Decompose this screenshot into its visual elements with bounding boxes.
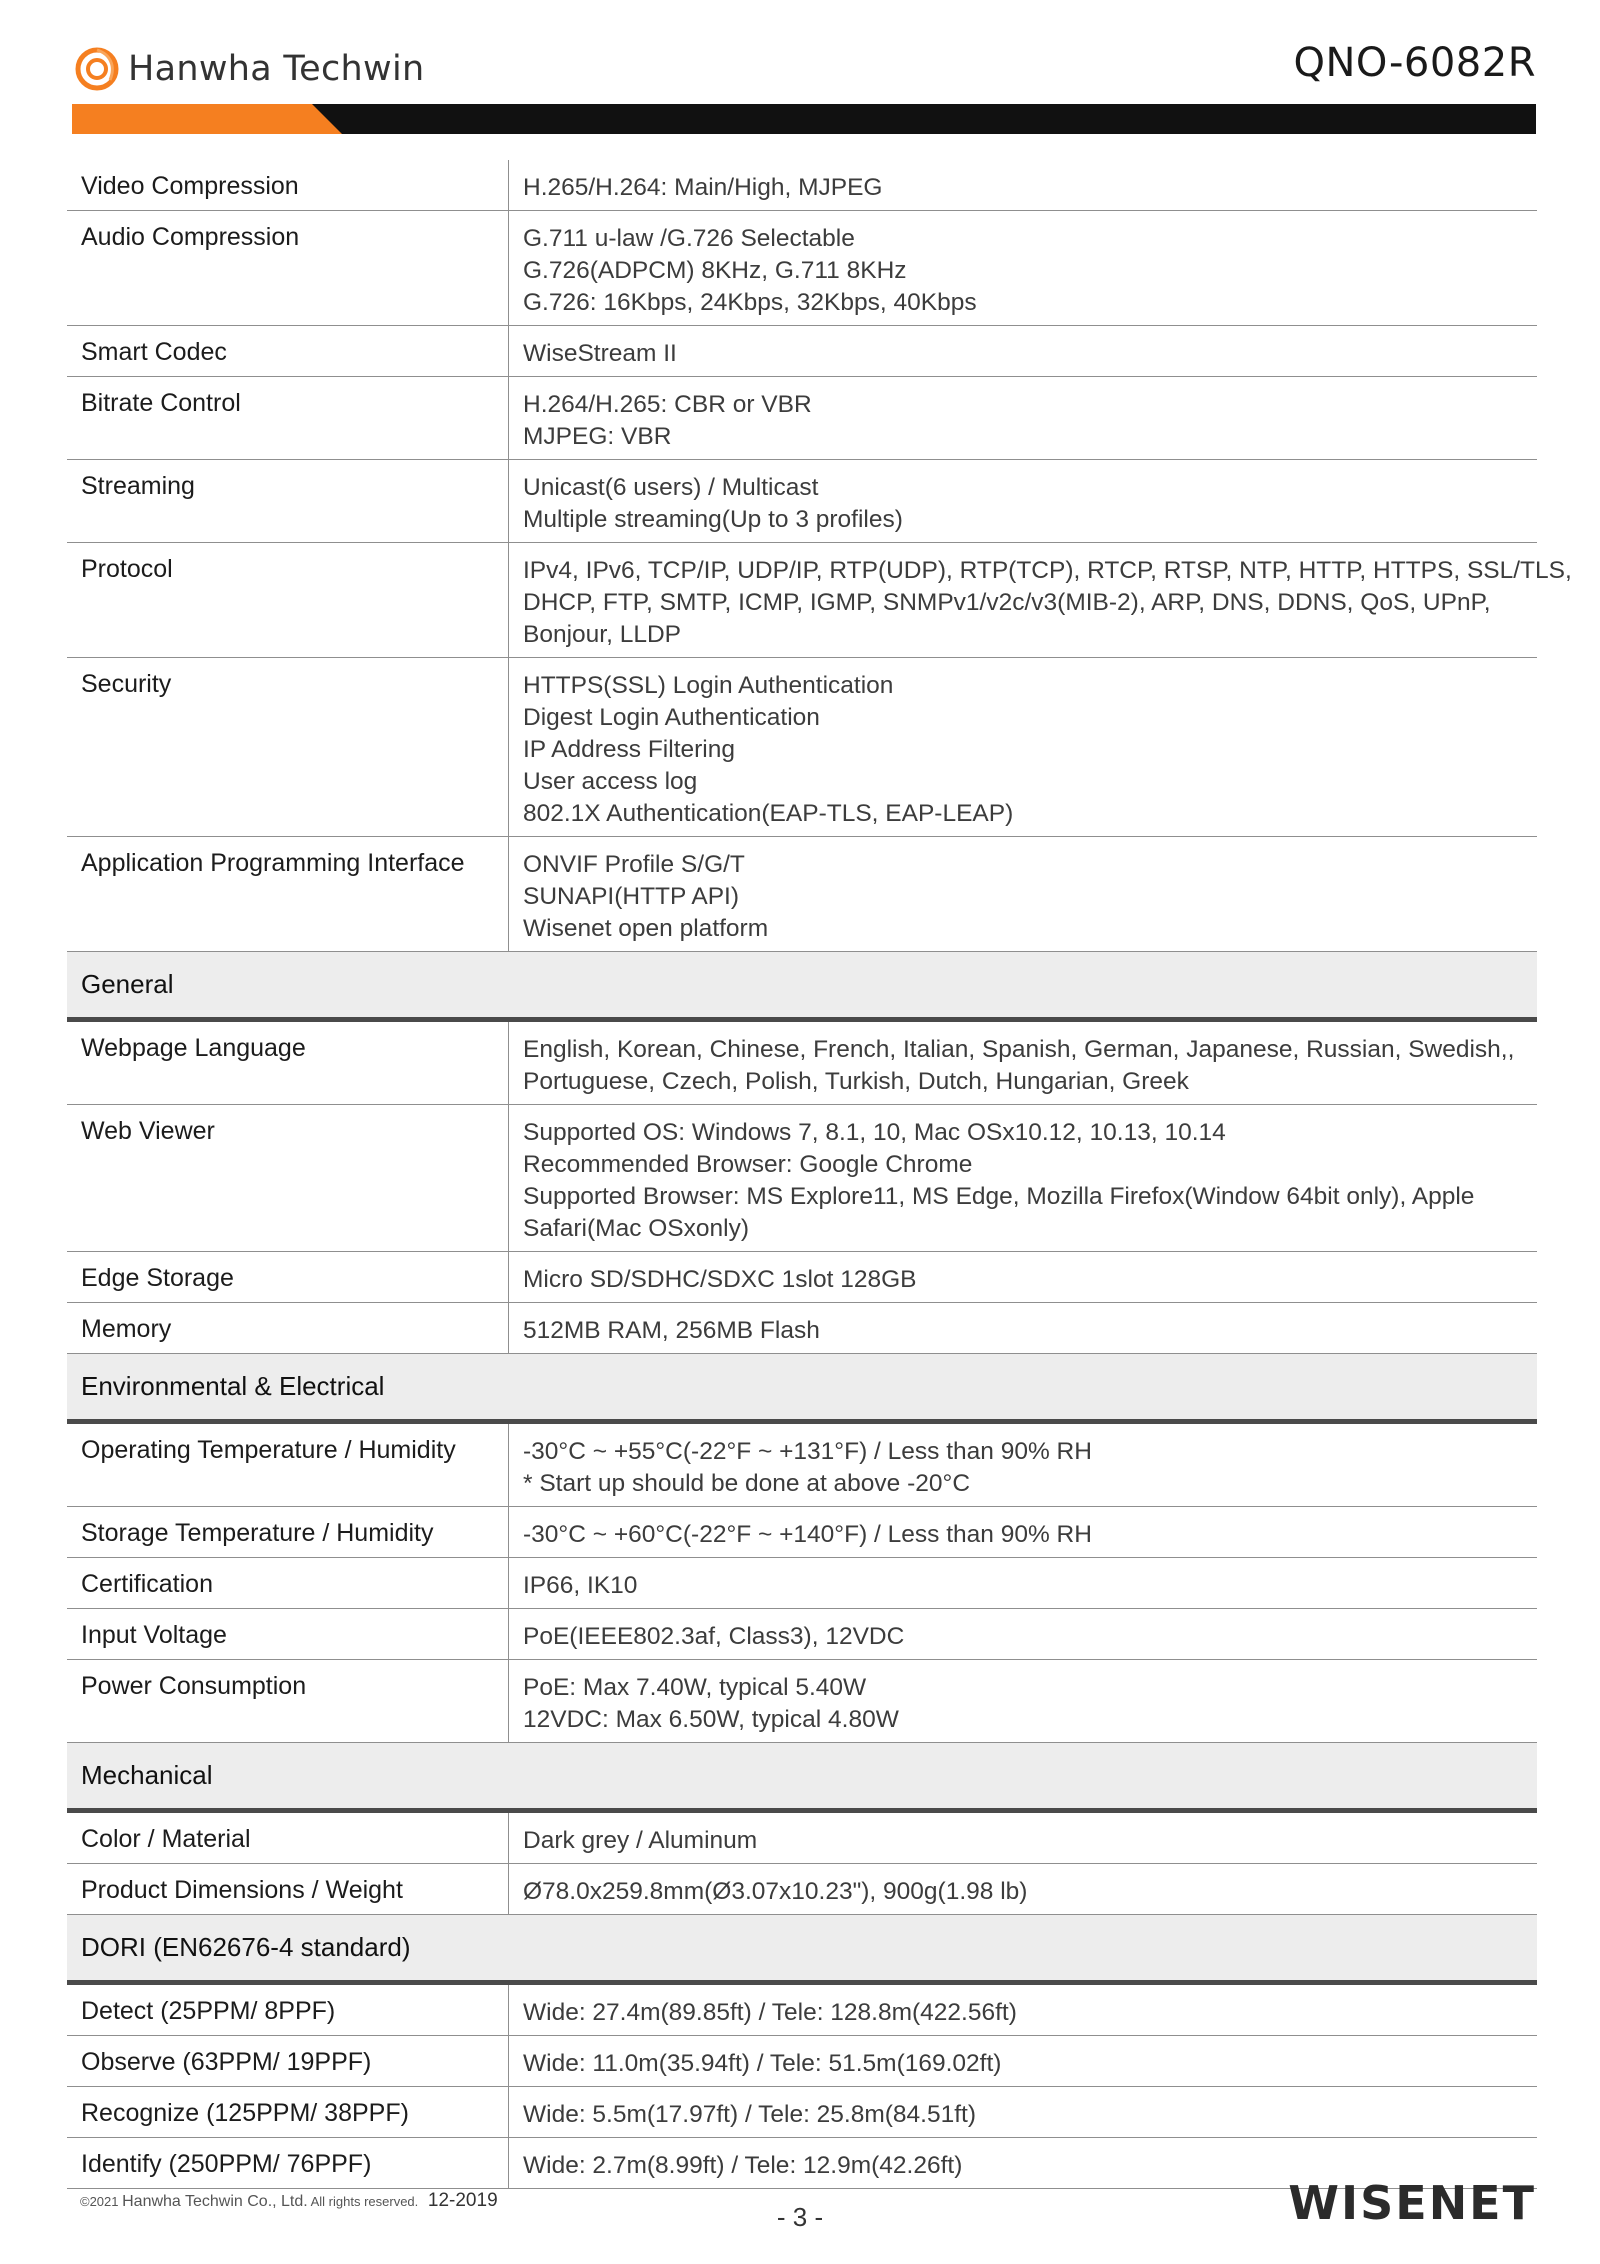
spec-value bbox=[509, 460, 1537, 542]
page-number: - 3 - bbox=[776, 2202, 824, 2232]
spec-label: Edge Storage bbox=[67, 1252, 509, 1302]
copyright-rights: All rights reserved. bbox=[310, 2194, 419, 2209]
section-header: General bbox=[67, 952, 1537, 1022]
spec-value-line: Digest Login Authentication bbox=[523, 704, 820, 731]
spec-value-line: 12VDC: Max 6.50W, typical 4.80W bbox=[523, 1706, 899, 1733]
spec-value bbox=[509, 2087, 1537, 2137]
spec-value-line: Multiple streaming(Up to 3 profiles) bbox=[523, 506, 903, 533]
spec-row bbox=[67, 543, 1572, 658]
spec-label: Recognize (125PPM/ 38PPF) bbox=[67, 2087, 509, 2137]
spec-value-line: -30°C ~ +55°C(-22°F ~ +131°F) / Less than 90% RH bbox=[523, 1438, 1092, 1465]
spec-value-line: Supported OS: Windows 7, 8.1, 10, Mac OSx10.12, 10.13, 10.14 bbox=[523, 1119, 1226, 1146]
spec-row bbox=[67, 1813, 1537, 1864]
spec-value-line: IP Address Filtering bbox=[523, 736, 735, 763]
spec-value bbox=[509, 1864, 1537, 1914]
spec-table bbox=[67, 160, 1572, 2189]
spec-label: Audio Compression bbox=[67, 211, 509, 325]
spec-value-line: PoE: Max 7.40W, typical 5.40W bbox=[523, 1674, 867, 1701]
spec-label: Power Consumption bbox=[67, 1660, 509, 1742]
spec-value-line: English, Korean, Chinese, French, Italian, Spanish, German, Japanese, Russian, Swedish,, bbox=[523, 1036, 1515, 1063]
spec-value-line: G.711 u-law /G.726 Selectable bbox=[523, 225, 855, 252]
spec-value-line: Bonjour, LLDP bbox=[523, 621, 681, 648]
spec-value bbox=[509, 543, 1582, 657]
spec-value-line: G.726: 16Kbps, 24Kbps, 32Kbps, 40Kbps bbox=[523, 289, 977, 316]
document-date: 12-2019 bbox=[427, 2190, 498, 2211]
spec-row bbox=[67, 2036, 1537, 2087]
spec-row bbox=[67, 1609, 1537, 1660]
spec-row bbox=[67, 2087, 1537, 2138]
spec-label: Video Compression bbox=[67, 160, 509, 210]
spec-value-line: DHCP, FTP, SMTP, ICMP, IGMP, SNMPv1/v2c/v3(MIB-2), ARP, DNS, DDNS, QoS, UPnP, bbox=[523, 589, 1491, 616]
spec-label: Product Dimensions / Weight bbox=[67, 1864, 509, 1914]
spec-label: Bitrate Control bbox=[67, 377, 509, 459]
spec-value bbox=[509, 1985, 1537, 2035]
spec-value-line: HTTPS(SSL) Login Authentication bbox=[523, 672, 894, 699]
spec-label: Operating Temperature / Humidity bbox=[67, 1424, 509, 1506]
spec-value-line: Ø78.0x259.8mm(Ø3.07x10.23"), 900g(1.98 lb) bbox=[523, 1878, 1028, 1905]
hanwha-flame-icon bbox=[72, 44, 122, 94]
spec-value-line: Recommended Browser: Google Chrome bbox=[523, 1151, 973, 1178]
spec-value-line: Wide: 27.4m(89.85ft) / Tele: 128.8m(422.56ft) bbox=[523, 1999, 1017, 2026]
spec-label: Application Programming Interface bbox=[67, 837, 509, 951]
spec-row bbox=[67, 1558, 1537, 1609]
spec-value-line: H.265/H.264: Main/High, MJPEG bbox=[523, 174, 883, 201]
model-number: QNO-6082R bbox=[1293, 40, 1536, 86]
spec-value-line: 512MB RAM, 256MB Flash bbox=[523, 1317, 820, 1344]
spec-row bbox=[67, 160, 1537, 211]
spec-value bbox=[509, 658, 1537, 836]
spec-value bbox=[509, 1813, 1537, 1863]
spec-label: Streaming bbox=[67, 460, 509, 542]
spec-value-line: -30°C ~ +60°C(-22°F ~ +140°F) / Less than 90% RH bbox=[523, 1521, 1092, 1548]
spec-label: Storage Temperature / Humidity bbox=[67, 1507, 509, 1557]
spec-row bbox=[67, 377, 1537, 460]
spec-label: Detect (25PPM/ 8PPF) bbox=[67, 1985, 509, 2035]
hanwha-logo bbox=[72, 44, 424, 94]
spec-row bbox=[67, 1022, 1537, 1105]
spec-value bbox=[509, 1609, 1537, 1659]
section-header: DORI (EN62676-4 standard) bbox=[67, 1915, 1537, 1985]
spec-value-line: G.726(ADPCM) 8KHz, G.711 8KHz bbox=[523, 257, 907, 284]
spec-row bbox=[67, 1985, 1537, 2036]
spec-label: Memory bbox=[67, 1303, 509, 1353]
spec-label: Web Viewer bbox=[67, 1105, 509, 1251]
spec-value bbox=[509, 837, 1537, 951]
spec-value-line: Wisenet open platform bbox=[523, 915, 769, 942]
spec-row bbox=[67, 326, 1537, 377]
spec-value bbox=[509, 1303, 1537, 1353]
spec-value-line: ONVIF Profile S/G/T bbox=[523, 851, 745, 878]
spec-label: Color / Material bbox=[67, 1813, 509, 1863]
spec-label: Smart Codec bbox=[67, 326, 509, 376]
page-header bbox=[0, 0, 1600, 140]
spec-value-line: Unicast(6 users) / Multicast bbox=[523, 474, 819, 501]
spec-value-line: H.264/H.265: CBR or VBR bbox=[523, 391, 812, 418]
spec-value bbox=[509, 377, 1537, 459]
spec-value bbox=[509, 1022, 1537, 1104]
spec-value-line: Supported Browser: MS Explore11, MS Edge, Mozilla Firefox(Window 64bit only), Apple bbox=[523, 1183, 1475, 1210]
spec-value-line: Wide: 2.7m(8.99ft) / Tele: 12.9m(42.26ft) bbox=[523, 2152, 963, 2179]
spec-label: Observe (63PPM/ 19PPF) bbox=[67, 2036, 509, 2086]
copyright-company: Hanwha Techwin Co., Ltd. bbox=[122, 2193, 308, 2210]
spec-row bbox=[67, 460, 1537, 543]
spec-value bbox=[509, 1660, 1537, 1742]
spec-value-line: PoE(IEEE802.3af, Class3), 12VDC bbox=[523, 1623, 905, 1650]
spec-label: Input Voltage bbox=[67, 1609, 509, 1659]
spec-value-line: User access log bbox=[523, 768, 698, 795]
spec-value bbox=[509, 1558, 1537, 1608]
spec-value-line: MJPEG: VBR bbox=[523, 423, 672, 450]
spec-row bbox=[67, 1105, 1537, 1252]
spec-value bbox=[509, 2036, 1537, 2086]
spec-value-line: * Start up should be done at above -20°C bbox=[523, 1470, 971, 1497]
spec-row bbox=[67, 658, 1537, 837]
spec-row bbox=[67, 1303, 1537, 1354]
spec-value-line: WiseStream II bbox=[523, 340, 677, 367]
spec-value bbox=[509, 1252, 1537, 1302]
spec-value-line: Micro SD/SDHC/SDXC 1slot 128GB bbox=[523, 1266, 917, 1293]
spec-label: Certification bbox=[67, 1558, 509, 1608]
spec-value-line: IPv4, IPv6, TCP/IP, UDP/IP, RTP(UDP), RTP(TCP), RTCP, RTSP, NTP, HTTP, HTTPS, SSL/TLS, bbox=[523, 557, 1572, 584]
brand-name: Hanwha Techwin bbox=[128, 49, 425, 89]
spec-row bbox=[67, 211, 1537, 326]
spec-row bbox=[67, 1660, 1537, 1743]
spec-value-line: 802.1X Authentication(EAP-TLS, EAP-LEAP) bbox=[523, 800, 1014, 827]
spec-value-line: Portuguese, Czech, Polish, Turkish, Dutch, Hungarian, Greek bbox=[523, 1068, 1189, 1095]
spec-row bbox=[67, 1252, 1537, 1303]
spec-row bbox=[67, 837, 1537, 952]
spec-value-line: Dark grey / Aluminum bbox=[523, 1827, 758, 1854]
spec-value-line: Safari(Mac OSxonly) bbox=[523, 1215, 750, 1242]
spec-value bbox=[509, 211, 1537, 325]
spec-value-line: Wide: 5.5m(17.97ft) / Tele: 25.8m(84.51ft) bbox=[523, 2101, 977, 2128]
header-bar bbox=[72, 104, 1536, 134]
spec-row bbox=[67, 1424, 1537, 1507]
spec-value bbox=[509, 326, 1537, 376]
spec-value bbox=[509, 1424, 1537, 1506]
spec-label: Protocol bbox=[67, 543, 509, 657]
spec-label: Security bbox=[67, 658, 509, 836]
copyright-year: ©2021 bbox=[80, 2194, 119, 2209]
spec-value-line: SUNAPI(HTTP API) bbox=[523, 883, 740, 910]
spec-row bbox=[67, 1864, 1537, 1915]
spec-row bbox=[67, 1507, 1537, 1558]
wisenet-logo: WISENET bbox=[1288, 2176, 1536, 2230]
spec-value bbox=[509, 1507, 1537, 1557]
spec-label: Identify (250PPM/ 76PPF) bbox=[67, 2138, 509, 2188]
section-header: Environmental & Electrical bbox=[67, 1354, 1537, 1424]
spec-label: Webpage Language bbox=[67, 1022, 509, 1104]
section-header: Mechanical bbox=[67, 1743, 1537, 1813]
spec-value-line: Wide: 11.0m(35.94ft) / Tele: 51.5m(169.02ft) bbox=[523, 2050, 1002, 2077]
spec-value bbox=[509, 1105, 1537, 1251]
spec-value-line: IP66, IK10 bbox=[523, 1572, 638, 1599]
spec-value bbox=[509, 160, 1537, 210]
